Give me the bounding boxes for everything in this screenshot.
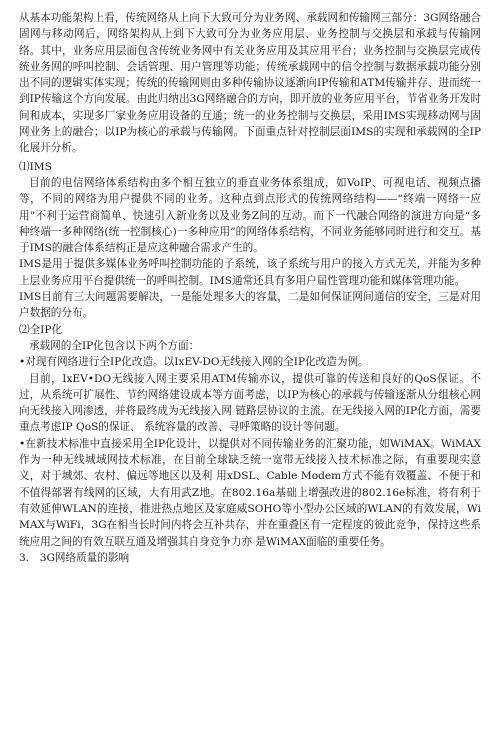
ims-paragraph-1: 目前的电信网络体系结构由多个相互独立的垂直业务体系组成，如VoIP、可视电话、视频点播等，不同的网络为用户提供不同的业务。这种点到点形式的传统网络结构——“终端一网络一应用”不利于运营商简单、快速引入新业务以及业务Z间的互动。而下一代融合网络的演进方向是“多种终端一多种网络(统一控制核心)一多种应用”的网络体系结构，不同业务能够同时进行和交互。基于IMS的融合体系结构正是应这种融合需求产生的。	[19, 176, 481, 255]
ims-paragraph-3: IMS目前有三大问题需要解决，一是能处理多大的容量，二是如何保证网间通信的安全，三是对用户数据的分布。	[19, 291, 481, 320]
allip-bullet-2: •在新技术标准中直接采用全IP化设计，以提供对不同传输业务的汇聚功能，如WiMAX。WiMAX作为一种无线城域网技术标准，在目前全球缺乏统一宽带无线接入技术标准之际，有重要现实意义，对于城郊、农村、偏远等地区以及利 用xDSL、Cable Modem方式不能有效覆盖、不便于和不值得部署有线网的区域，大有用武Z地。在802.16a基础上增强改进的802.16e标准，将有利于有效延伸WLAN的连接，推进热点地区及家庭威SOHO等小型办公区域的WLAN的有效发展，WiMAX与WiFi，3G在相当长时间内将会互补共存，并在重叠区有一定程度的彼此竞争，保持这些系统应用之间的有效互联互通及增强其自身竞争力亦 是WiMAX面临的重要任务。	[19, 437, 481, 548]
allip-bullet-1: •对现有网络进行全IP化改造。以IxEV-DO无线接入网的全IP化改造为例。	[19, 356, 369, 369]
ims-heading: ⑴IMS	[19, 160, 52, 173]
intro-paragraph: 从基本功能架构上看，传统网络从上向下大致可分为业务网、承载网和传输网三部分：3G网络融合固网与移动网后，网络架构从上到下大致可分为业务应用层、业务控制与交换层和承载与传输网络。其中，业务应用层面包含传统业务网中有关业务应用及其应用平台；业务控制与交换层完成传统业务网的呼叫控制、会话管理、用户管理等功能；传统承载网中的信令控制与数据承载功能分别出不同的逻辑实体实现；传统的传输网则由多种传输协议逐渐向IP传输和ATM传输并存、进而统一到IP传输这个方向发展。由此归纳出3G网络融合的方向，即开放的业务应用平台，节省业务开发时间和成本，实现多厂家业务应用设备的互通；统一的业务控制与交换层，采用IMS实现移动网与固网业务上的融合；以IP为核心的承载与传输网。下面重点针对控制层面IMS的实现和承载网的全IP化展开分析。	[19, 12, 481, 155]
allip-heading: ⑵全IP化	[19, 323, 63, 336]
ims-paragraph-2: IMS是用于提供多媒体业务呼叫控制功能的子系统，该子系统与用户的接入方式无关，并能为多种上层业务应用平台提供统一的呼叫控制。IMS通常还具有多用户届性管理功能和媒体管理功能。	[19, 258, 481, 287]
section-3-heading: 3. 3G网络质量的影响	[19, 551, 130, 564]
allip-intro: 承载网的全IP化包含以下两个方面：	[29, 339, 200, 352]
allip-paragraph-1: 目前，IxEV•DO无线接入网主要采用ATM传输亦议，提供可靠的传送和良好的QoS保证。不过，从系统可扩展性、节约网络建设成本等方面考虑，以IP为核心的承载与传输逐渐从分组核心网向无线接入网渗透，并将最终成为无线接入网 链路层协议的主流。在无线接入网的IP化方面，需要重点考虑IP QoS的保证、 系统容量的改善、寻呼策略的设计等问题。	[19, 372, 481, 434]
